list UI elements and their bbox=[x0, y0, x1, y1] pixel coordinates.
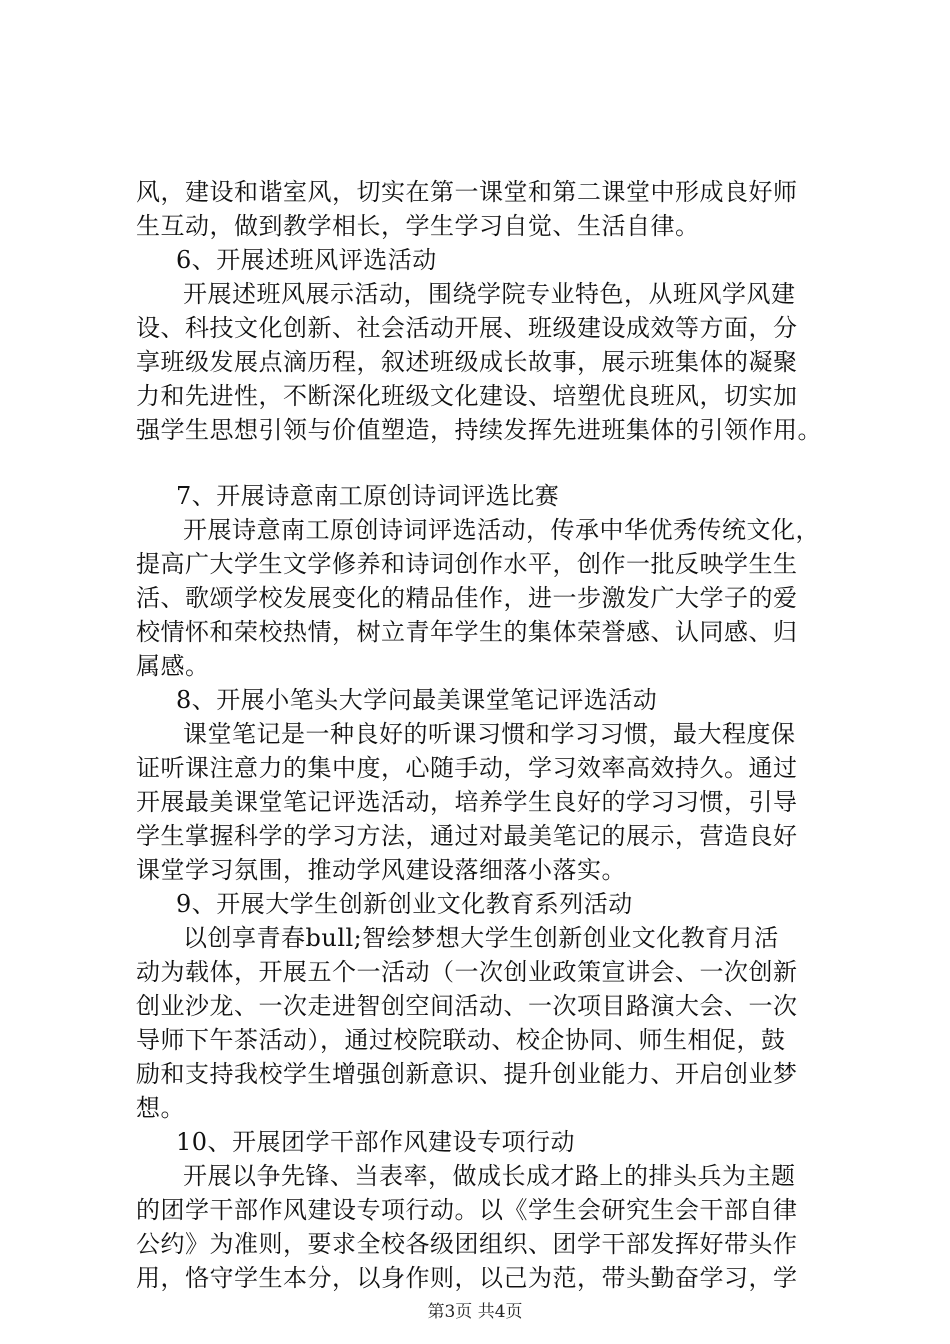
section-heading-10: 10、开展团学干部作风建设专项行动 bbox=[176, 1128, 576, 1156]
section-heading-9: 9、开展大学生创新创业文化教育系列活动 bbox=[176, 890, 633, 918]
body-text-line: 开展诗意南工原创诗词评选活动，传承中华优秀传统文化， bbox=[183, 516, 820, 544]
body-text-line: 提高广大学生文学修养和诗词创作水平，创作一批反映学生生 bbox=[136, 550, 798, 578]
body-text-line: 想。 bbox=[136, 1094, 185, 1122]
body-text-line: 属感。 bbox=[136, 652, 210, 680]
body-text-line: 活、歌颂学校发展变化的精品佳作，进一步激发广大学子的爱 bbox=[136, 584, 798, 612]
body-text-line: 用，恪守学生本分，以身作则，以己为范，带头勤奋学习，学 bbox=[136, 1264, 798, 1292]
section-heading-7: 7、开展诗意南工原创诗词评选比赛 bbox=[176, 482, 560, 510]
section-heading-8: 8、开展小笔头大学问最美课堂笔记评选活动 bbox=[176, 686, 658, 714]
body-text-line: 励和支持我校学生增强创新意识、提升创业能力、开启创业梦 bbox=[136, 1060, 798, 1088]
body-text-line: 开展述班风展示活动，围绕学院专业特色，从班风学风建 bbox=[183, 280, 796, 308]
body-text-line: 导师下午茶活动），通过校院联动、校企协同、师生相促，鼓 bbox=[136, 1026, 786, 1054]
body-text-line: 校情怀和荣校热情，树立青年学生的集体荣誉感、认同感、归 bbox=[136, 618, 798, 646]
body-text-line: 开展最美课堂笔记评选活动，培养学生良好的学习习惯，引导 bbox=[136, 788, 798, 816]
body-text-line: 课堂学习氛围，推动学风建设落细落小落实。 bbox=[136, 856, 626, 884]
body-text-line: 学生掌握科学的学习方法，通过对最美笔记的展示，营造良好 bbox=[136, 822, 798, 850]
body-text-line: 公约》为准则，要求全校各级团组织、团学干部发挥好带头作 bbox=[136, 1230, 798, 1258]
body-text-line: 的团学干部作风建设专项行动。以《学生会研究生会干部自律 bbox=[136, 1196, 798, 1224]
section-heading-6: 6、开展述班风评选活动 bbox=[176, 246, 437, 274]
body-text-line: 享班级发展点滴历程，叙述班级成长故事，展示班集体的凝聚 bbox=[136, 348, 798, 376]
body-text-line: 课堂笔记是一种良好的听课习惯和学习习惯，最大程度保 bbox=[183, 720, 796, 748]
body-text-line: 力和先进性，不断深化班级文化建设、培塑优良班风，切实加 bbox=[136, 382, 798, 410]
body-text-line: 强学生思想引领与价值塑造，持续发挥先进班集体的引领作用。 bbox=[136, 416, 822, 444]
body-text-line: 以创享青春bull;智绘梦想大学生创新创业文化教育月活 bbox=[183, 924, 779, 952]
body-text-line: 开展以争先锋、当表率，做成长成才路上的排头兵为主题 bbox=[183, 1162, 796, 1190]
body-text-line: 创业沙龙、一次走进智创空间活动、一次项目路演大会、一次 bbox=[136, 992, 798, 1020]
body-text-line: 生互动，做到教学相长，学生学习自觉、生活自律。 bbox=[136, 212, 700, 240]
body-text-line: 设、科技文化创新、社会活动开展、班级建设成效等方面，分 bbox=[136, 314, 798, 342]
body-text-line: 证听课注意力的集中度，心随手动，学习效率高效持久。通过 bbox=[136, 754, 798, 782]
body-text-line: 风，建设和谐室风，切实在第一课堂和第二课堂中形成良好师 bbox=[136, 178, 798, 206]
page-number-footer: 第3页 共4页 bbox=[427, 1302, 523, 1322]
body-text-line: 动为载体，开展五个一活动（一次创业政策宣讲会、一次创新 bbox=[136, 958, 798, 986]
